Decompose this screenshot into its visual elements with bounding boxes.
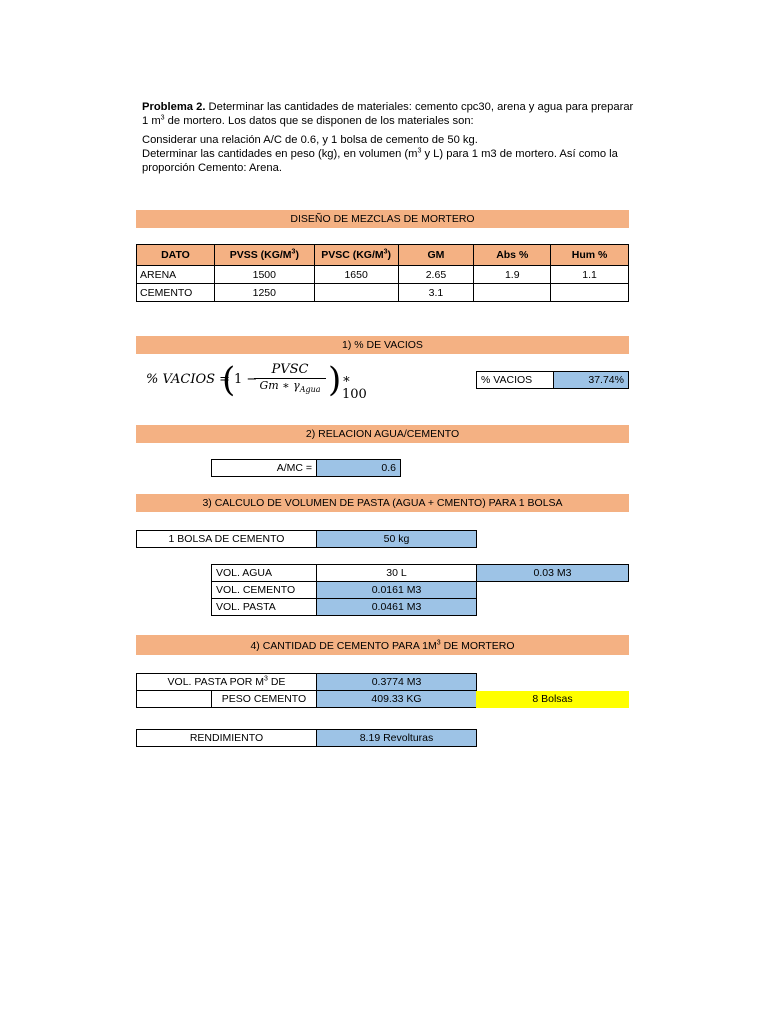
- cantidad-header-text: 4) CANTIDAD DE CEMENTO PARA 1M: [250, 640, 437, 652]
- bolsa-value: 50 kg: [316, 530, 477, 548]
- cantidad-header-sup: 3: [436, 639, 441, 647]
- pvsc-sup: 3: [383, 248, 388, 256]
- section-design-header: DISEÑO DE MEZCLAS DE MORTERO: [136, 210, 629, 228]
- cell-abs: 1.9: [474, 266, 551, 284]
- vol-cemento-label: VOL. CEMENTO: [211, 581, 317, 599]
- peso-cemento-label: PESO CEMENTO: [211, 690, 317, 708]
- formula-denominator-sub: Agua: [299, 385, 321, 395]
- rendimiento-value: 8.19 Revolturas: [316, 729, 477, 747]
- section-pasta-header: 3) CALCULO DE VOLUMEN DE PASTA (AGUA + CMENTO) PARA 1 BOLSA: [136, 494, 629, 512]
- pvsc-close: ): [387, 249, 392, 261]
- vol-pasta-m3-label: [136, 673, 317, 691]
- materials-header-row: [137, 245, 629, 266]
- bolsas-value: 8 Bolsas: [476, 691, 629, 708]
- problem-line-1: Determinar las cantidades de materiales: cemento cpc30, arena y agua para preparar: [208, 101, 634, 113]
- problem-line-3: Considerar una relación A/C de 0.6, y 1 bolsa de cemento de 50 kg.: [142, 134, 478, 146]
- vol-cemento-value: 0.0161 M3: [316, 581, 477, 599]
- vacios-label: % VACIOS: [476, 371, 554, 389]
- problem-line-4b: y L) para 1 m3 de mortero. Así como la: [421, 148, 618, 160]
- cantidad-header-tail: DE MORTERO: [440, 640, 515, 652]
- vol-pasta-value: 0.0461 M3: [316, 598, 477, 616]
- vacios-formula: [146, 360, 376, 404]
- table-row: [137, 266, 629, 284]
- vol-pasta-m3-text: VOL. PASTA POR M: [167, 676, 265, 688]
- cell-dato: CEMENTO: [137, 284, 215, 302]
- vol-pasta-label: VOL. PASTA: [211, 598, 317, 616]
- pvss-text: PVSS (KG/M: [229, 249, 292, 261]
- formula-tail: ∗ 100: [342, 372, 367, 402]
- formula-open-paren: (: [222, 360, 236, 400]
- cell-dato: ARENA: [137, 266, 215, 284]
- vol-pasta-m3-sup: 3: [264, 675, 268, 683]
- problem-line-5: proporción Cemento: Arena.: [142, 162, 282, 174]
- formula-one-minus: 1 −: [234, 372, 258, 387]
- problem-title: Problema 2.: [142, 101, 206, 113]
- problem-line-4a: Determinar las cantidades en peso (kg), en volumen (m: [142, 148, 418, 160]
- cell-pvsc: [314, 284, 398, 302]
- vol-pasta-m3-tail: DE: [267, 676, 286, 688]
- cell-pvss: 1500: [214, 266, 314, 284]
- table-row: [137, 284, 629, 302]
- formula-lhs: % VACIOS =: [146, 372, 231, 387]
- rendimiento-label: RENDIMIENTO: [136, 729, 317, 747]
- vol-agua-value: 30 L: [316, 564, 477, 582]
- bolsa-label: 1 BOLSA DE CEMENTO: [136, 530, 317, 548]
- col-header-gm: GM: [398, 245, 474, 266]
- vol-pasta-m3-value: 0.3774 M3: [316, 673, 477, 691]
- vol-agua-m3: 0.03 M3: [476, 564, 629, 582]
- vacios-value: 37.74%: [553, 371, 629, 389]
- ac-value: 0.6: [316, 459, 401, 477]
- cell-abs: [474, 284, 551, 302]
- section-relacion-header: 2) RELACION AGUA/CEMENTO: [136, 425, 629, 443]
- formula-denominator-text: Gm ∗ γ: [259, 379, 300, 392]
- cell-hum: [551, 284, 629, 302]
- cell-pvss: 1250: [214, 284, 314, 302]
- peso-cemento-value: 409.33 KG: [316, 690, 477, 708]
- section-vacios-header: 1) % DE VACIOS: [136, 336, 629, 354]
- pvsc-text: PVSC (KG/M: [321, 249, 384, 261]
- cell-gm: 2.65: [398, 266, 474, 284]
- problem-line-2-sup: 3: [160, 114, 165, 122]
- formula-numerator: PVSC: [254, 362, 326, 379]
- ac-label: A/MC =: [211, 459, 317, 477]
- col-header-pvsc: [314, 245, 398, 266]
- formula-denominator: [254, 379, 326, 394]
- cantidad-left-frame: [136, 690, 212, 708]
- pvss-sup: 3: [291, 248, 296, 256]
- problem-line-2a: 1 m: [142, 115, 161, 127]
- materials-table: [136, 244, 629, 302]
- cell-hum: 1.1: [551, 266, 629, 284]
- pvss-close: ): [295, 249, 299, 261]
- col-header-abs: Abs %: [474, 245, 551, 266]
- col-header-pvss: [214, 245, 314, 266]
- formula-close-paren: ): [328, 360, 342, 400]
- formula-fraction: [254, 362, 326, 394]
- cell-gm: 3.1: [398, 284, 474, 302]
- problem-statement: [142, 100, 642, 180]
- col-header-dato: DATO: [137, 245, 215, 266]
- problem-line-2b: de mortero. Los datos que se disponen de los materiales son:: [164, 115, 474, 127]
- cell-pvsc: 1650: [314, 266, 398, 284]
- problem-line-4-sup: 3: [417, 147, 422, 155]
- col-header-hum: Hum %: [551, 245, 629, 266]
- section-cantidad-header: [136, 635, 629, 655]
- vol-agua-label: VOL. AGUA: [211, 564, 317, 582]
